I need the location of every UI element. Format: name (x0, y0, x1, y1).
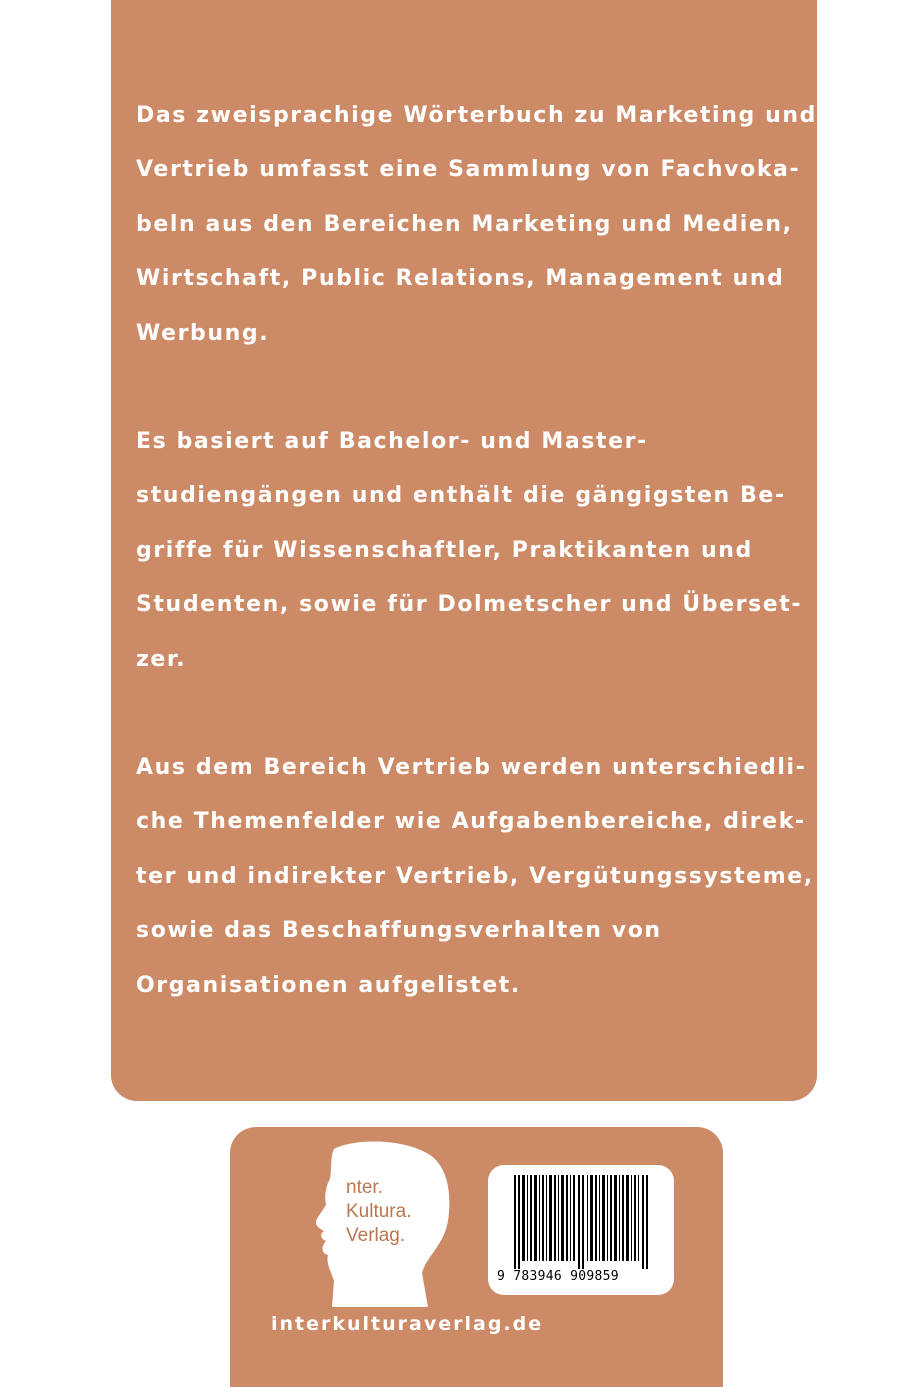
logo-text: Verlag. (346, 1225, 406, 1246)
text-line: ter und indirekter Vertrieb, Vergütungssysteme, (136, 863, 814, 889)
text-line: Wirtschaft, Public Relations, Management und (136, 266, 785, 292)
description-paragraph (136, 99, 817, 371)
text-line: Das zweisprachige Wörterbuch zu Marketing und (136, 103, 817, 128)
text-line: Studenten, sowie für Dolmetscher und Überset- (136, 592, 803, 618)
logo-text: Kultura. (346, 1201, 412, 1222)
text-line: Es basiert auf Bachelor- und Master- (136, 429, 648, 454)
text-line: zer. (136, 646, 187, 672)
website-url: interkulturaverlag.de (271, 1313, 544, 1335)
barcode (488, 1165, 674, 1295)
publisher-footer (230, 1127, 723, 1387)
text-line: Aus dem Bereich Vertrieb werden unterschiedli- (136, 755, 807, 780)
description-paragraph (136, 425, 803, 697)
text-line: sowie das Beschaffungsverhalten von (136, 918, 662, 944)
description-paragraph (136, 751, 814, 1023)
logo-text: nter. (346, 1177, 383, 1198)
barcode-bars-icon (514, 1175, 650, 1269)
publisher-logo (312, 1141, 452, 1307)
text-line: beln aus den Bereichen Marketing und Medien, (136, 211, 793, 237)
head-silhouette-icon (312, 1141, 452, 1307)
text-line: Vertrieb umfasst eine Sammlung von Fachvoka- (136, 157, 801, 183)
text-line: griffe für Wissenschaftler, Praktikanten und (136, 537, 753, 563)
text-line: Werbung. (136, 320, 270, 346)
description-panel (111, 0, 817, 1101)
isbn-number: 9 783946 909859 (497, 1269, 619, 1284)
text-line: che Themenfelder wie Aufgabenbereiche, direk- (136, 809, 806, 835)
text-line: studiengängen und enthält die gängigsten Be- (136, 483, 786, 509)
text-line: Organisationen aufgelistet. (136, 972, 521, 998)
